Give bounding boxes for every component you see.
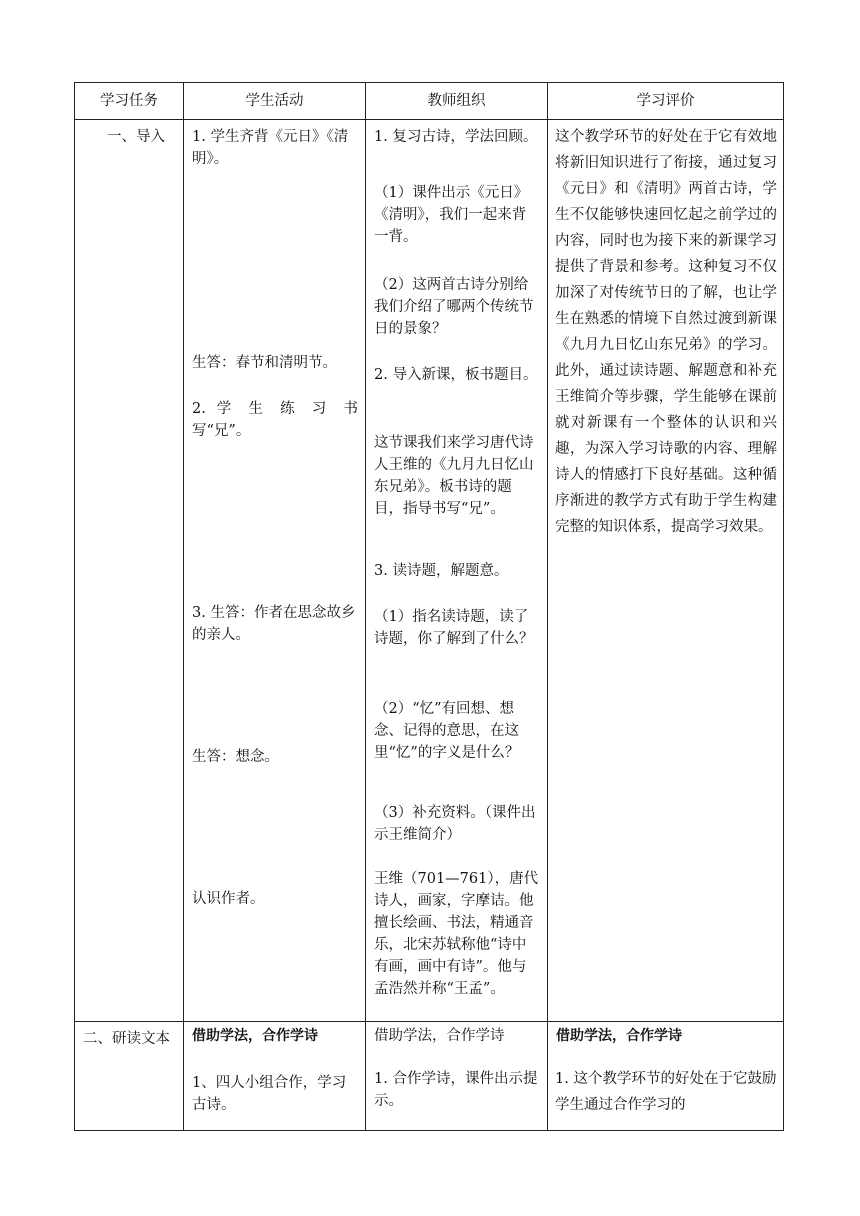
student-item: 1. 学生齐背《元日》《清明》。 — [192, 129, 349, 167]
student-item: 认识作者。 — [192, 891, 265, 907]
teacher-item: （2）“忆”有回想、想念、记得的意思，在这里“忆”的字义是什么？ — [374, 701, 520, 761]
teacher-item: 1. 合作学诗，课件出示提示。 — [374, 1071, 538, 1109]
stage-label: 一、导入 — [107, 129, 165, 145]
section-heading: 借助学法，合作学诗 — [192, 1028, 318, 1044]
teacher-item: （2）这两首古诗分别给我们介绍了哪两个传统节日的景象？ — [374, 277, 534, 337]
table-row-intro — [75, 120, 784, 1022]
header-row — [75, 83, 784, 120]
teacher-organization-cell — [366, 120, 547, 1021]
evaluation-cell — [548, 120, 783, 1021]
header-teacher-organization: 教师组织 — [366, 83, 548, 120]
teacher-item: 这节课我们来学习唐代诗人王维的《九月九日忆山东兄弟》。板书诗的题目，指导书写“兄”。 — [374, 435, 534, 517]
teacher-item: 王维（701—761），唐代诗人，画家，字摩诘。他擅长绘画、书法，精通音乐，北宋苏轼称他“诗中有画，画中有诗”。他与孟浩然并称“王孟”。 — [374, 871, 539, 997]
teacher-organization-cell — [366, 1022, 547, 1130]
stage-label: 二、研读文本 — [83, 1031, 170, 1047]
teacher-item: 2. 导入新课，板书题目。 — [374, 367, 538, 383]
lesson-plan-table — [74, 82, 784, 1131]
student-item: 生答：想念。 — [192, 749, 279, 765]
section-heading: 借助学法，合作学诗 — [556, 1028, 682, 1044]
evaluation-cell — [548, 1022, 783, 1130]
evaluation-text: 1. 这个教学环节的好处在于它鼓励学生通过合作学习的 — [555, 1071, 777, 1113]
student-activity-cell — [184, 120, 365, 1021]
teacher-item: （3）补充资料。（课件出示王维简介） — [374, 805, 536, 843]
teacher-item: （1）课件出示《元日》《清明》，我们一起来背一背。 — [374, 185, 529, 245]
teacher-item: （1）指名读诗题，读了诗题，你了解到了什么？ — [374, 609, 534, 647]
teacher-item: 1. 复习古诗，学法回顾。 — [374, 129, 538, 145]
table-row-reading — [75, 1022, 784, 1131]
student-item: 1、四人小组合作，学习古诗。 — [192, 1075, 347, 1113]
evaluation-text: 这个教学环节的好处在于它有效地将新旧知识进行了衔接，通过复习《元日》和《清明》两首古诗，学生不仅能够快速回忆起之前学过的内容，同时也为接下来的新课学习提供了背景和参考。这种复习不仅加深了对传统节日的了解，也让学生在熟悉的情境下自然过渡到新课《九月九日忆山东兄弟》的学习。此外，通过读诗题、解题意和补充王维简介等步骤，学生能够在课前就对新课有一个整体的认识和兴趣，为深入学习诗歌的内容、理解诗人的情感打下良好基础。这种循序渐进的教学方式有助于学生构建完整的知识体系，提高学习效果。 — [555, 129, 777, 535]
header-student-activity: 学生活动 — [184, 83, 366, 120]
header-task: 学习任务 — [75, 83, 184, 120]
student-activity-cell — [184, 1022, 365, 1130]
student-item: 3. 生答：作者在思念故乡的亲人。 — [192, 605, 356, 643]
student-item: 2. 学 生 练 习 书 写“兄”。 — [192, 401, 358, 439]
header-evaluation: 学习评价 — [548, 83, 784, 120]
student-item: 生答：春节和清明节。 — [192, 355, 337, 371]
section-heading: 借助学法，合作学诗 — [374, 1028, 505, 1044]
teacher-item: 3. 读诗题，解题意。 — [374, 563, 509, 579]
